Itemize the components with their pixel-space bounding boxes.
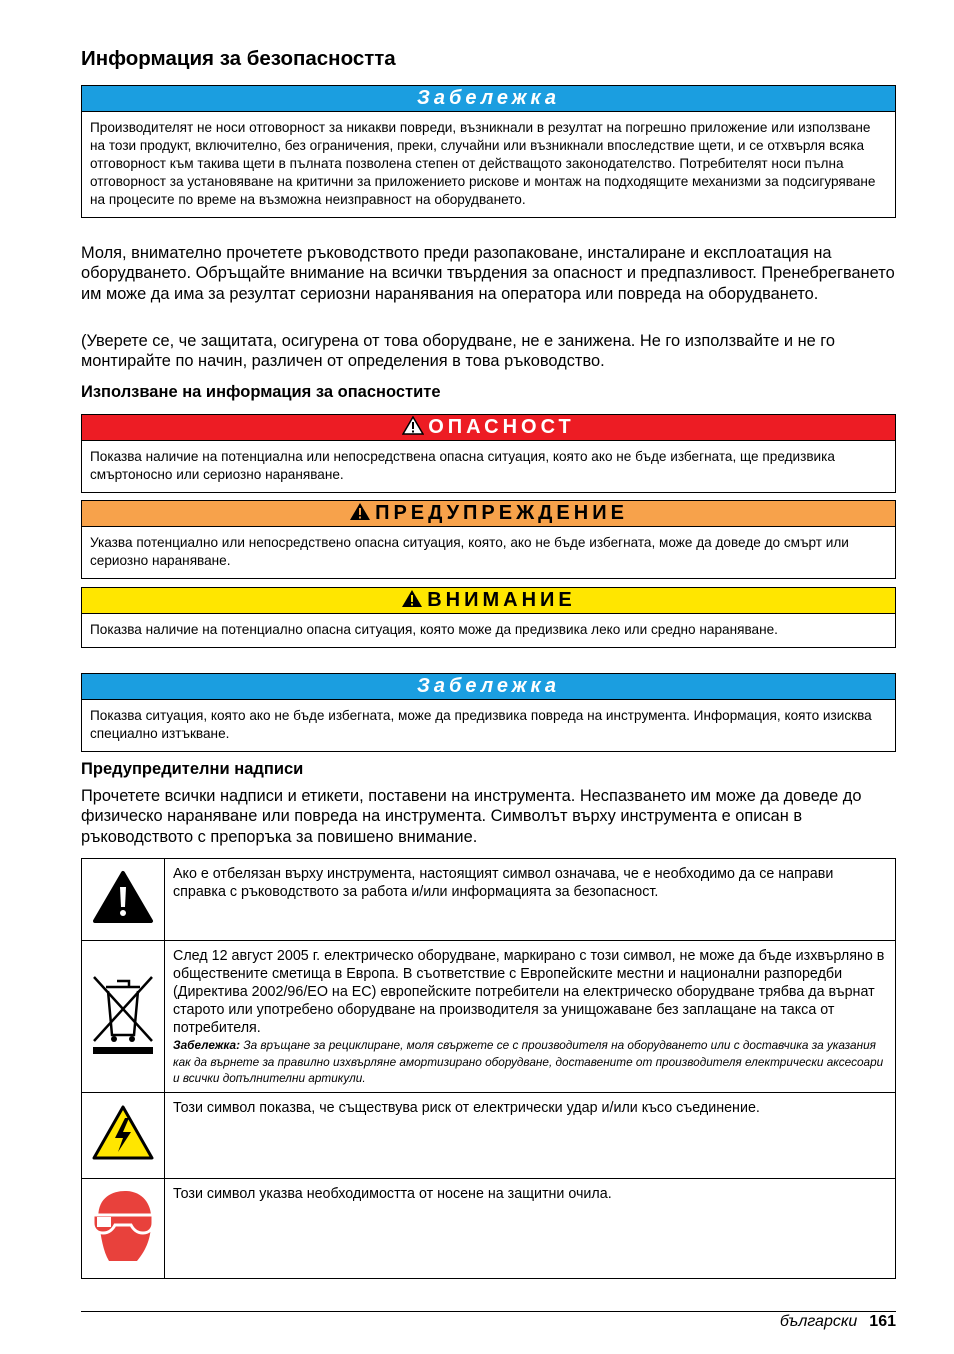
danger-text: Показва наличие на потенциална или непосредствена опасна ситуация, която ако не бъде избегната, ще предизвика смъртоносно или сериозно нараняване. bbox=[90, 449, 835, 482]
safety-goggles-icon bbox=[91, 1189, 155, 1263]
warning-triangle-icon bbox=[402, 416, 424, 435]
table-row bbox=[82, 1179, 896, 1279]
table-row bbox=[82, 1093, 896, 1179]
warning-box bbox=[81, 500, 896, 579]
table-row bbox=[82, 941, 896, 1093]
caution-text: Показва наличие на потенциално опасна ситуация, която може да предизвика леко или средно нараняване. bbox=[90, 622, 778, 637]
weee-note-text: За връщане за рециклиране, моля свържете се с производителя на оборудването или с доставчика за указания как да върнете за правилно изхвърляне амортизирано оборудване, доставените от производителя електрически аксесоари и всички допълнителни артикули. bbox=[173, 1038, 884, 1085]
danger-label: ОПАСНОСТ bbox=[428, 416, 575, 438]
symbol-description: Този символ показва, че съществува риск от електрически удар и/или късо съединение. bbox=[165, 1093, 896, 1179]
table-row bbox=[82, 859, 896, 941]
caution-header bbox=[82, 588, 895, 614]
footer-language: български bbox=[779, 1313, 858, 1330]
section-labels-heading: Предупредителни надписи bbox=[81, 760, 304, 778]
symbol-description bbox=[165, 941, 896, 1093]
labels-paragraph: Прочетете всички надписи и етикети, поставени на инструмента. Неспазването им може да доведе до физическо нараняване или повреда на инструмента. Символът върху инструмента е описан в ръководството с препоръка за повишено внимание. bbox=[81, 787, 862, 846]
note-text: Производителят не носи отговорност за никакви повреди, възникнали в резултат на погрешно приложение или използване на този продукт, включително, без ограничения, преки, случайни или възникнали впоследствие щети, и се отхвърля всяка отговорност към такива щети в пълната позволена степен от действащото законодателство. Потребителят носи пълна отговорност за установяване на критични за приложението рискове и монтаж на подходящите механизми за подсигуряване на процесите по време на възможна неизправност на оборудването. bbox=[90, 120, 876, 207]
crossed-bin-icon bbox=[90, 971, 156, 1057]
symbol-cell bbox=[82, 1179, 165, 1279]
caution-box bbox=[81, 587, 896, 648]
weee-note-label: Забележка: bbox=[173, 1038, 241, 1052]
warning-label: ПРЕДУПРЕЖДЕНИЕ bbox=[375, 502, 628, 524]
section-hazard-heading: Използване на информация за опасностите bbox=[81, 383, 441, 401]
symbols-table bbox=[81, 858, 896, 1279]
note-text-2: Показва ситуация, която ако не бъде избегната, може да предизвика повреда на инструмента. Информация, която изисква специално изтъкване. bbox=[90, 708, 872, 741]
warning-triangle-icon bbox=[401, 589, 423, 608]
electric-shock-icon bbox=[91, 1104, 155, 1162]
footer bbox=[780, 1313, 896, 1331]
note-header: Забележка bbox=[82, 86, 895, 112]
warning-triangle-icon bbox=[92, 870, 154, 924]
note-box bbox=[81, 85, 896, 218]
symbol-cell bbox=[82, 941, 165, 1093]
weee-note bbox=[173, 1037, 887, 1087]
page-number: 161 bbox=[869, 1313, 896, 1330]
warning-text: Указва потенциално или непосредствено опасна ситуация, която, ако не бъде избегната, може да доведе до смърт или сериозно нараняване. bbox=[90, 535, 849, 568]
intro-paragraph: Моля, внимателно прочетете ръководството преди разопаковане, инсталиране и експлоатация на оборудването. Обръщайте внимание на всички твърдения за опасност и предпазливост. Пренебрегването им може да има за резултат сериозни наранявания на оператора или повреда на оборудването. bbox=[81, 244, 895, 303]
symbol-description: Този символ указва необходимостта от носене на защитни очила. bbox=[165, 1179, 896, 1279]
warning-header bbox=[82, 501, 895, 527]
symbol-cell bbox=[82, 1093, 165, 1179]
danger-header bbox=[82, 415, 895, 441]
symbol-description: Ако е отбелязан върху инструмента, настоящият символ означава, че е необходимо да се направи справка с ръководството за работа и/или информацията за безопасност. bbox=[165, 859, 896, 941]
footer-divider bbox=[81, 1311, 896, 1312]
protection-paragraph: (Уверете се, че защитата, осигурена от това оборудване, не е занижена. Не го използвайте и не го монтирайте по начин, различен от определения в това ръководство. bbox=[81, 332, 836, 371]
page-title: Информация за безопасността bbox=[81, 47, 396, 70]
caution-label: ВНИМАНИЕ bbox=[427, 589, 576, 611]
danger-box bbox=[81, 414, 896, 493]
weee-text: След 12 август 2005 г. електрическо оборудване, маркирано с този символ, не може да бъде изхвърляно в обществените сметища в Европа. В съответствие с Европейските местни и национални разпоредби (Директива 2002/96/EO на ЕС) европейските потребители на електрическо оборудване трябва да върнат старото или употребено оборудване на производителя за унищожаване без заплащане на такса от потребителя. bbox=[173, 948, 885, 1036]
warning-triangle-icon bbox=[349, 502, 371, 521]
note-box-2 bbox=[81, 673, 896, 752]
note-header-2: Забележка bbox=[82, 674, 895, 700]
symbol-cell bbox=[82, 859, 165, 941]
